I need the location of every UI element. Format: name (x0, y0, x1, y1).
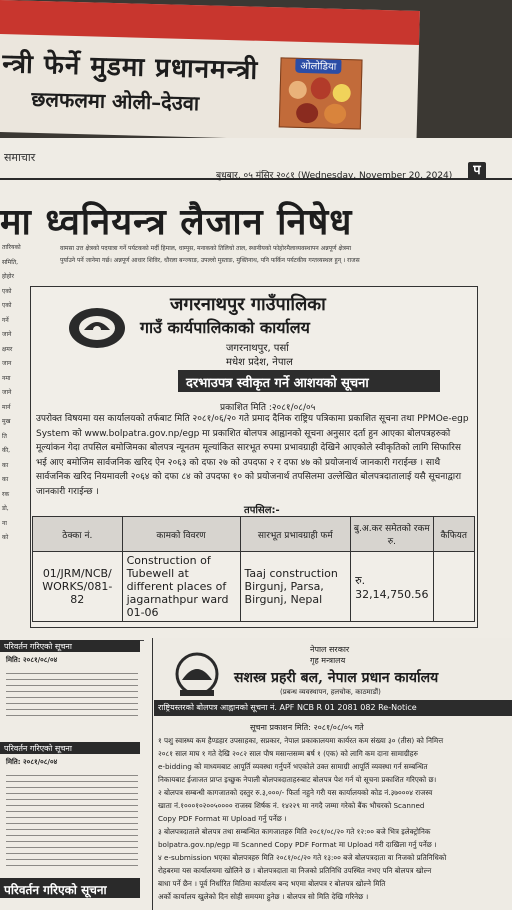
apf-gov-line2: गृह मन्त्रालय (310, 656, 346, 665)
left-fragment: ना (2, 519, 7, 527)
top-headline-line1: न्त्री फेर्ने मुडमा प्रधानमन्त्री (1, 49, 259, 86)
main-headline: मा ध्वनियन्त्र लैजान निषेध (0, 201, 353, 243)
table-header-row (33, 517, 475, 552)
apf-body-line: खाता नं.१०००१०२००५०००० राजस्व शिर्षक नं. १४२२९ मा नगदै जम्मा गरेको बैंक भौचरको Scanned (158, 801, 425, 810)
apf-office-name: सशस्त्र प्रहरी बल, नेपाल प्रधान कार्यालय (234, 670, 439, 686)
apf-body-line: Copy PDF Format मा Upload गर्नु पर्नेछ । (158, 814, 287, 823)
left-fragment: का (2, 461, 9, 469)
left-fragment: गर्ने (2, 316, 9, 324)
left-fragment: समिति, (2, 258, 19, 266)
left-fragment: रक (2, 490, 10, 498)
nepal-emblem-icon (66, 304, 128, 350)
table-label: तपसिल:- (244, 505, 280, 516)
olympic-label: ओलोडिया (295, 57, 341, 74)
left-fragment: होहोर (2, 273, 14, 280)
lower-left-bar-3-text: परिवर्तन गरिएको सूचना (4, 883, 107, 897)
cell-firm: Taaj construction Birgunj, Parsa, Birgunj, Nepal (240, 552, 351, 622)
apf-body-line: १ पशु स्वास्थ्य कम हैण्डहार उपसाहका, सप्रकार, नेपाल प्रकाकालयमा कार्यरत कम संख्या ३० (तीस) को निमित्त (158, 736, 444, 745)
award-table (32, 516, 475, 622)
col-contract-no: ठेक्का नं. (33, 517, 123, 552)
notice-office-subtitle: गाउँ कार्यपालिकाको कार्यालय (140, 318, 310, 337)
apf-body-line: निकायबाट ईजाजत प्राप्त इच्छुक नेपाली बोलपत्रदाताहरुबाट बोलपत्र पेश गर्न यो सूचना प्रकाशित गरिएको छ। (158, 775, 437, 784)
apf-body-line: bolpatra.gov.np/egp मा Scanned Copy PDF Format मा Upload गरी दाखिला गर्नु पर्नेछ । (158, 840, 437, 849)
apf-body-line: अर्को कार्यालय खुलेको दिन सोही समयमा हुनेछ । बोलपत्र सो मिति देखि गरिनेछ । (158, 892, 369, 901)
lede-line-2: पुर्याउने पर्ने जानेमा गर्छ। अन्नपूर्ण आधार शिविर, धौरला बन्ज्याङ, उपल्लो मुस्ताङ, मुक्तिनाथ, पनि फर्किन पर्यटकीय गन्तव्यस्थल हुन् । राजस (60, 257, 360, 264)
col-work-description: कामको विवरण (122, 517, 240, 552)
left-fragment: एको (2, 302, 12, 309)
left-fragment: एको (2, 287, 12, 295)
apf-pub-date: सूचना प्रकाशन मिति: २०८१/०८/०५ गते (250, 723, 364, 732)
left-fragment: ति (2, 432, 7, 440)
cell-contract-no: 01/JRM/NCB/ WORKS/081-82 (33, 552, 123, 622)
notice-banner-text: दरभाउपत्र स्वीकृत गर्ने आशयको सूचना (186, 376, 369, 391)
top-headline-line2: छलफलमा ओली–देउवा (31, 86, 200, 116)
cell-amount: रु. 32,14,750.56 (351, 552, 433, 622)
lower-left-bar-2-text: परिवर्तन गरिएको सूचना (4, 744, 72, 753)
apf-body-line: बाधा पर्ने छैन । पूर्व निर्धारित मितिमा कार्यालय बन्द भएमा बोलपत्र र बोलपत्र खोल्ने मिति (158, 879, 386, 888)
left-fragment: जाने (2, 331, 12, 338)
left-fragment: क्षमर (2, 345, 13, 353)
left-fragment: की, (2, 447, 11, 454)
apf-body-line: ३ बोलपत्रदाताले बोलपत्र तथा सम्बन्धित कागजातहरु मिति २०८१/०८/२० गते १२:०० बजे भित्र इलेक्ट्रोनिक (158, 827, 431, 836)
left-fragment: को (2, 534, 9, 541)
col-amount: बु.अ.कर समेतको रकम रु. (351, 517, 433, 552)
left-fragment: का (2, 476, 9, 483)
newspaper-logo-icon: प (468, 162, 486, 180)
date-line: बुधबार, ०५ मंसिर २०८१ (Wednesday, November 20, 2024) (216, 171, 453, 181)
apf-body-line: e-bidding को माध्यमबाट आपूर्ति व्यवस्था गर्नुपर्ने भएकोले उक्त सामाग्री आपूर्ति व्यवस्था गर्न सम्बन्धित (158, 762, 428, 771)
apf-gov-line1: नेपाल सरकार (310, 645, 350, 654)
olympic-photo (279, 57, 363, 129)
red-header-strip (0, 0, 420, 45)
notice-published-date: प्रकाशित मिति :२०८१/०८/०५ (220, 403, 316, 413)
lower-left-date-1: मिति: २०८१/०८/०४ (6, 656, 58, 664)
lede-line-1: वामसा उत्त क्षेत्रको पदयात्रा गर्ने पर्यटकको मर्दी हिमाल, धाम्पुस, मनाकको तिलिचो ताल, स्थानीयको फोहोरमैलाव्यवस्थापन अन्नपूर्ण क्षेत्रमा (60, 245, 352, 252)
notice-office-name: जगरनाथपुर गाउँपालिका (170, 294, 326, 315)
notice-address-2: मधेश प्रदेश, नेपाल (226, 357, 293, 368)
table-row (33, 552, 475, 622)
cell-work-description: Construction of Tubewell at different places of jagarnathpur ward 01-06 (122, 552, 240, 622)
left-fragment: तारियको (2, 244, 21, 251)
apf-bar-text: राष्ट्रियस्तरको बोलपत्र आह्वानको सूचना नं. APF NCB R 01 2081 082 Re-Notice (158, 703, 417, 712)
notice-address-1: जगरनाथपुर, पर्सा (226, 343, 289, 354)
left-fragment: मार्न (2, 403, 11, 411)
lower-left-text-block-1 (6, 668, 138, 720)
apf-body-line: २०८१ साल माघ १ गते देखि २०८२ साल पौष मसान्तसम्म बर्ष १ (एक) को लागि कम दाना सामाग्रीहरु (158, 749, 418, 758)
lower-left-bar-1-text: परिवर्तन गरिएको सूचना (4, 642, 72, 651)
apf-body-line: ४ e-submission भएका बोलपत्रहरु मिति २०८१/०८/२० गते १३:०० बजे बोलपत्रदाता वा निजको प्रतिनिधिको (158, 853, 447, 862)
lower-left-date-2: मिति: २०८१/०८/०४ (6, 758, 58, 766)
notice-body: उपरोक्त विषयमा यस कार्यालयको तर्फबाट मिति २०८१/०६/२० गते प्रमाद दैनिक राष्ट्रिय पत्रिकामा प्रकाशित सूचना तथा PPMOe-egp System को www.bolpatra.gov.np/egp मा प्रकाशित बोलपत्र आह्वानको सूचना अनुसार दर्ता हुन आएका बोलपत्रहरुको मूल्यांकन गेदा तपसिल बमोजिमका बोलपत्र न्यूनतम मूल्यांकित सारभूत रुपमा प्रभावग्राही देखिने आएकोले स्वीकृतिको लागि सिफारिस भई आए बमोजिम सार्वजनिक खरिद ऐन २०६३ को दफा २७ को उपदफा २ र दफा ४७ को प्रयोजनार्थ जानकारी गराईन्छ । साथै सार्वजनिक खरिद नियमावली २०६४ को दफा ८४ को उपदफा १० को प्रयोजनार्थ तपसिलमा उल्लेखित बोलपत्रदातालाई यसै सूचनाद्वारा जानकारी गराईन्छ । (36, 414, 469, 497)
cell-remarks (433, 552, 474, 622)
apf-emblem-icon (168, 650, 226, 700)
folded-top-newspaper-page (0, 0, 420, 143)
col-remarks: कैफियत (433, 517, 474, 552)
apf-body-line: २ बोलपत्र सम्बन्धी कागजातको दस्तुर रु.३,०००/- फिर्ता नहुने गरी यस कार्यालयको कोड नं.३७०००४ राजस्व (158, 788, 433, 797)
apf-office-sub: (प्रबन्ध व्यवस्थापन, हलचोक, काठमाडौं) (280, 688, 381, 696)
left-fragment: जान (2, 360, 12, 367)
col-firm: सारभूत प्रभावग्राही फर्म (240, 517, 351, 552)
left-fragment: नमा (2, 374, 11, 382)
left-fragment: जाने (2, 389, 12, 396)
left-fragment: मुख (2, 418, 11, 425)
lower-left-text-block-2 (6, 770, 138, 866)
section-label: समाचार (4, 151, 36, 164)
left-fragment: डो, (2, 505, 9, 512)
apf-body-line: रोहबरमा यस कार्यालयमा खोलिने छ । बोलपत्रदाता वा निजको प्रतिनिधि उपस्थित नभए पनि बोलपत्र खोल्न (158, 866, 432, 875)
